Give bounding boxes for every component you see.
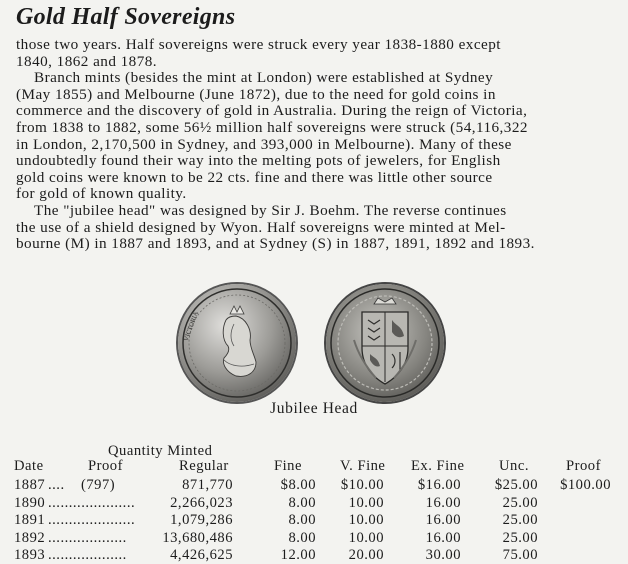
header-proof-quantity: Proof — [88, 458, 123, 474]
cell-fine: 8.00 — [288, 512, 316, 529]
cell-fine: 8.00 — [288, 529, 316, 546]
shield-icon — [326, 284, 444, 402]
cell-unc: $25.00 — [494, 477, 538, 493]
table-row — [0, 547, 628, 564]
cell-fine: 12.00 — [280, 547, 316, 564]
cell-date: 1892 — [14, 529, 46, 546]
table-row — [0, 512, 628, 529]
body-paragraphs — [16, 37, 614, 253]
cell-vfine: 10.00 — [348, 494, 384, 511]
paragraph-line: for gold of known quality. — [16, 185, 187, 203]
cell-fine: $8.00 — [280, 477, 316, 493]
paragraph-line: gold coins were known to be 22 cts. fine and there was little other source — [16, 168, 493, 186]
cell-dot-leader: ................... — [48, 547, 127, 564]
cell-dot-leader: ..................... — [48, 512, 136, 529]
header-very-fine: V. Fine — [340, 458, 386, 474]
table-row — [0, 530, 628, 547]
cell-unc: 25.00 — [502, 512, 538, 529]
header-proof-price: Proof — [566, 458, 601, 474]
paragraph-line: from 1838 to 1882, some 56½ million half sovereigns were struck (54,116,322 — [16, 118, 528, 136]
paragraph-line: Branch mints (besides the mint at London) were established at Sydney — [34, 69, 494, 87]
cell-dot-leader: .... — [48, 477, 65, 493]
cell-date: 1893 — [14, 547, 46, 564]
coin-legend: VICTORIA — [182, 310, 201, 343]
cell-exfine: 16.00 — [425, 494, 461, 511]
cell-vfine: 10.00 — [348, 512, 384, 529]
paragraph-line: those two years. Half sovereigns were struck every year 1838-1880 except — [16, 36, 501, 53]
paragraph-line: 1840, 1862 and 1878. — [16, 52, 158, 70]
cell-regular-quantity: 871,770 — [182, 477, 233, 493]
coin-obverse-image — [178, 284, 296, 402]
paragraph-line: undoubtedly found their way into the melting pots of jewelers, for English — [16, 152, 501, 170]
cell-exfine: 16.00 — [425, 529, 461, 546]
cell-vfine: $10.00 — [340, 477, 384, 493]
cell-regular-quantity: 4,426,625 — [170, 547, 233, 564]
header-regular: Regular — [179, 458, 229, 474]
paragraph-line: (May 1855) and Melbourne (June 1872), due to the need for gold coins in — [16, 85, 496, 103]
coin-images — [172, 284, 462, 404]
cell-date: 1887 — [14, 477, 46, 493]
paragraph-line: in London, 2,170,500 in Sydney, and 393,000 in Melbourne). Many of these — [16, 135, 512, 153]
paragraph-line: the use of a shield designed by Wyon. Half sovereigns were minted at Mel- — [16, 218, 506, 236]
cell-proof-quantity: (797) — [81, 477, 116, 493]
cell-vfine: 20.00 — [348, 547, 384, 564]
cell-dot-leader: ................... — [48, 529, 127, 546]
cell-unc: 75.00 — [502, 547, 538, 564]
cell-exfine: 30.00 — [425, 547, 461, 564]
cell-fine: 8.00 — [288, 494, 316, 511]
header-uncirculated: Unc. — [499, 458, 529, 474]
paragraph-line: The "jubilee head" was designed by Sir J. Boehm. The reverse continues — [34, 201, 507, 219]
paragraph-line: bourne (M) in 1887 and 1893, and at Sydney (S) in 1887, 1891, 1892 and 1893. — [16, 235, 535, 253]
cell-vfine: 10.00 — [348, 529, 384, 546]
cell-exfine: $16.00 — [417, 477, 461, 493]
cell-date: 1891 — [14, 512, 46, 529]
paragraph-line: commerce and the discovery of gold in Australia. During the reign of Victoria, — [16, 102, 528, 120]
group-header-quantity-minted: Quantity Minted — [108, 443, 213, 459]
cell-date: 1890 — [14, 494, 46, 511]
page-title: Gold Half Sovereigns — [16, 4, 236, 30]
cell-exfine: 16.00 — [425, 512, 461, 529]
cell-regular-quantity: 1,079,286 — [170, 512, 233, 529]
cell-unc: 25.00 — [502, 494, 538, 511]
coin-reverse-image — [326, 284, 444, 402]
table-row — [0, 477, 628, 494]
header-extra-fine: Ex. Fine — [411, 458, 465, 474]
image-caption: Jubilee Head — [270, 400, 358, 417]
cell-proof-price: $100.00 — [560, 477, 611, 493]
table-row — [0, 495, 628, 512]
cell-unc: 25.00 — [502, 529, 538, 546]
cell-dot-leader: ..................... — [48, 494, 136, 511]
cell-regular-quantity: 2,266,023 — [170, 494, 233, 511]
cell-regular-quantity: 13,680,486 — [162, 529, 233, 546]
jubilee-head-portrait — [178, 284, 296, 402]
header-fine: Fine — [274, 458, 302, 474]
header-date: Date — [14, 458, 44, 474]
